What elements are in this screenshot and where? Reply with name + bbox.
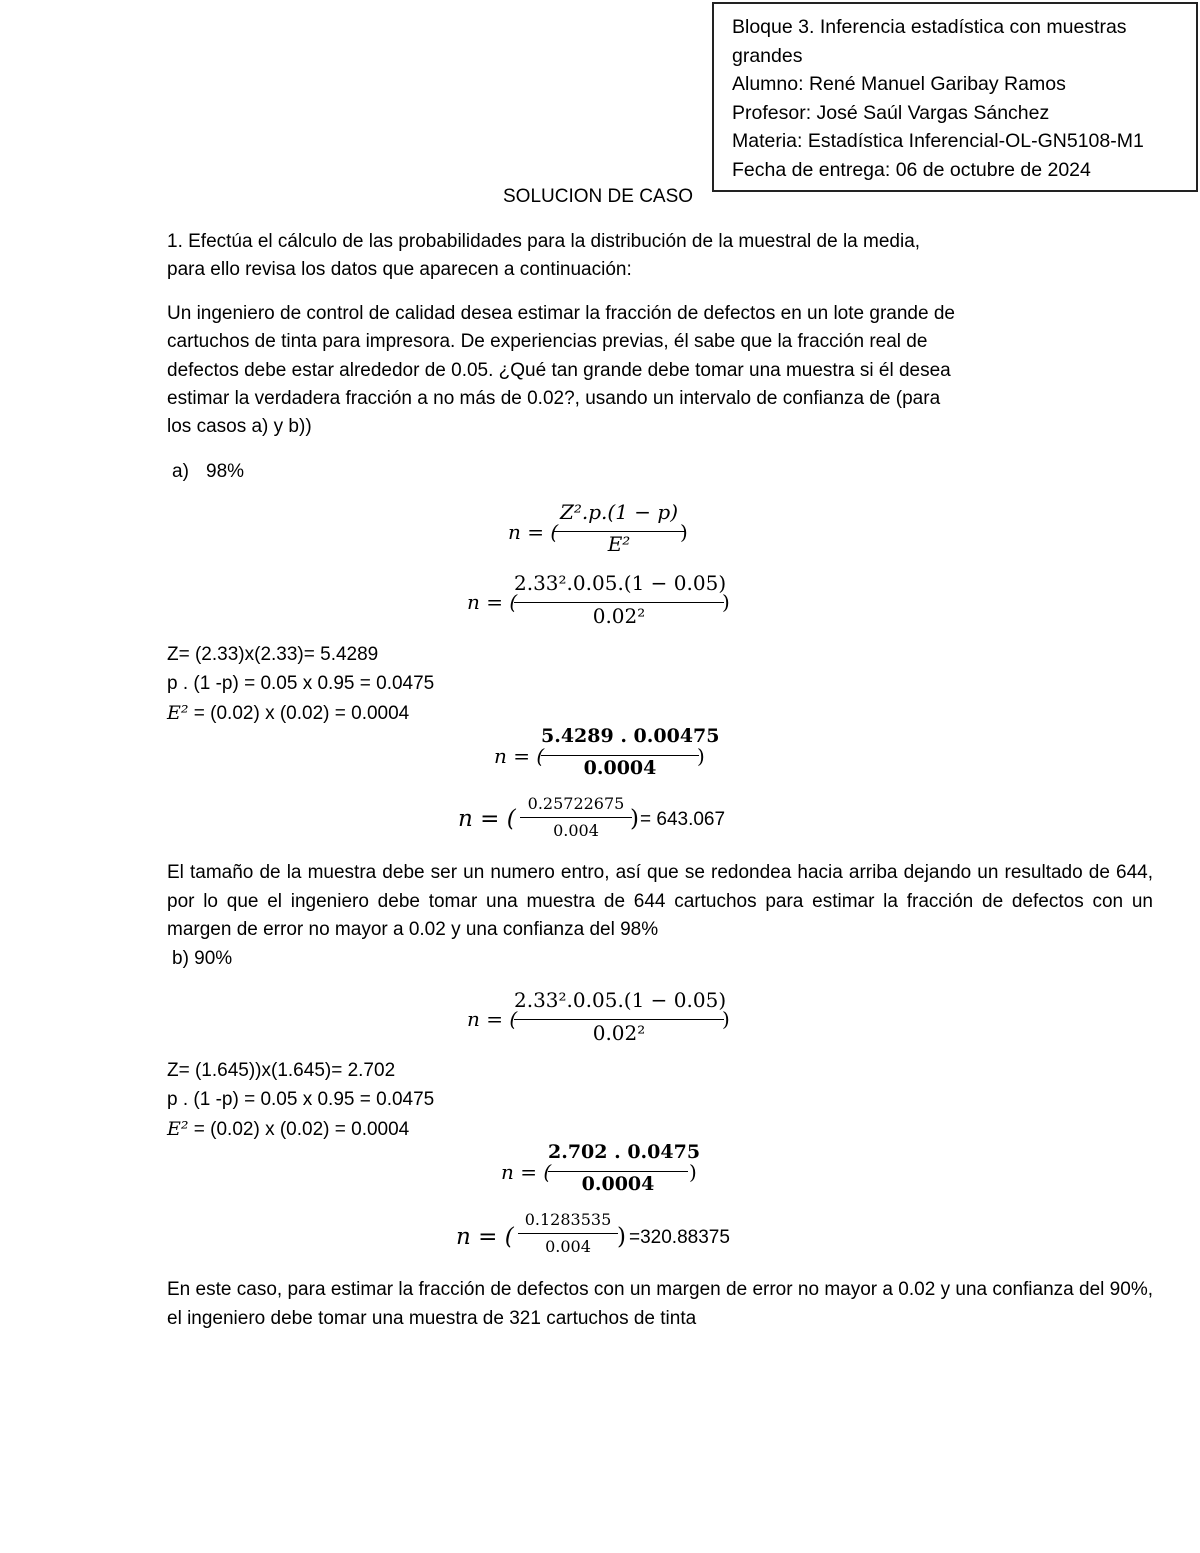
header-block-title: Bloque 3. Inferencia estadística con muestras xyxy=(732,16,1127,38)
step2-b-rhs: ) xyxy=(617,1224,626,1250)
part-b-label: b) 90% xyxy=(172,948,233,969)
problem-line-1: Un ingeniero de control de calidad desea estimar la fracción de defectos en un lote grande de xyxy=(167,303,955,324)
step1-b-denominator: 0.0004 xyxy=(581,1173,655,1195)
fraction-bar xyxy=(520,817,632,818)
subst-a-lhs: n = ( xyxy=(467,590,518,614)
part-a-confidence: 98% xyxy=(206,461,245,482)
question-line-1: 1. Efectúa el cálculo de las probabilidades para la distribución de la muestral de la media, xyxy=(167,231,921,252)
problem-line-4: estimar la verdadera fracción a no más de 0.02?, usando un intervalo de confianza de (para xyxy=(167,388,941,409)
header-info-box xyxy=(712,2,1198,192)
fraction-bar xyxy=(514,602,724,603)
problem-line-5: los casos a) y b)) xyxy=(167,416,312,437)
step1-a-lhs: n = ( xyxy=(494,744,545,768)
subst-b-lhs: n = ( xyxy=(467,1007,518,1031)
step2-b-result: =320.88375 xyxy=(629,1227,730,1248)
step1-b-numerator: 2.702 . 0.0475 xyxy=(548,1141,701,1163)
subst-a-rhs: ) xyxy=(722,590,730,614)
formula-a-lhs xyxy=(508,520,558,544)
header-block-title-cont: grandes xyxy=(732,44,803,67)
step2-a-lhs: n = ( xyxy=(458,806,516,832)
calc-b-e-text: = (0.02) x (0.02) = 0.0004 xyxy=(188,1119,410,1140)
calc-b-e-var: E² xyxy=(167,1118,189,1140)
formula-denominator: E² xyxy=(607,532,631,556)
subst-b-rhs: ) xyxy=(722,1007,730,1031)
step2-a-denominator: 0.004 xyxy=(553,821,599,840)
page-title: SOLUCION DE CASO xyxy=(503,186,694,207)
problem-line-2: cartuchos de tinta para impresora. De experiencias previas, él sabe que la fracción real de xyxy=(167,331,928,352)
part-a-label: a) xyxy=(172,461,189,482)
header-subject: Materia: Estadística Inferencial-OL-GN5108-M1 xyxy=(732,130,1144,153)
step2-a-numerator: 0.25722675 xyxy=(527,794,625,813)
fraction-bar xyxy=(548,1171,688,1172)
step1-a-denominator: 0.0004 xyxy=(583,757,657,779)
conclusion-a: El tamaño de la muestra debe ser un numero entro, así que se redondea hacia arriba dejando un resultado de 644, por lo que el ingeniero debe tomar una muestra de 644 cartuchos para estimar la fracción de defectos con un margen de error no mayor a 0.02 y una confianza del 98% xyxy=(167,862,1153,940)
subst-b-denominator: 0.02² xyxy=(592,1021,646,1045)
calc-b-p: p . (1 -p) = 0.05 x 0.95 = 0.0475 xyxy=(167,1089,435,1110)
header-student: Alumno: René Manuel Garibay Ramos xyxy=(732,73,1066,96)
subst-a-fraction xyxy=(514,571,727,631)
step2-a-fraction xyxy=(520,794,632,844)
step1-b-lhs: n = ( xyxy=(501,1160,552,1184)
subst-b-fraction xyxy=(514,988,727,1048)
formula-a-fraction xyxy=(553,500,685,560)
header-teacher: Profesor: José Saúl Vargas Sánchez xyxy=(732,101,1050,124)
header-date: Fecha de entrega: 06 de octubre de 2024 xyxy=(732,158,1091,181)
calc-a-e-text: = (0.02) x (0.02) = 0.0004 xyxy=(188,703,410,724)
subst-b-numerator: 2.33².0.05.(1 − 0.05) xyxy=(514,988,727,1012)
step1-b-fraction xyxy=(548,1141,701,1201)
calc-a-p: p . (1 -p) = 0.05 x 0.95 = 0.0475 xyxy=(167,673,435,694)
step2-b-fraction xyxy=(518,1210,618,1260)
step2-b-lhs: n = ( xyxy=(456,1224,514,1250)
step2-a-rhs: ) xyxy=(630,806,639,832)
subst-a-numerator: 2.33².0.05.(1 − 0.05) xyxy=(514,571,727,595)
formula-numerator: Z².p.(1 − p) xyxy=(559,500,679,524)
conclusion-b: En este caso, para estimar la fracción de defectos con un margen de error no mayor a 0.02 y una confianza del 90%, el ingeniero debe tomar una muestra de 321 cartuchos de tinta xyxy=(167,1279,1153,1329)
calc-a-e xyxy=(167,699,409,728)
step1-a-fraction xyxy=(541,725,720,785)
calc-a-z: Z= (2.33)x(2.33)= 5.4289 xyxy=(167,644,379,665)
subst-a-denominator: 0.02² xyxy=(592,604,646,628)
question-line-2: para ello revisa los datos que aparecen a continuación: xyxy=(167,259,632,280)
calc-b-e xyxy=(167,1115,409,1144)
problem-line-3: defectos debe estar alrededor de 0.05. ¿Qué tan grande debe tomar una muestra si él desea xyxy=(167,360,951,381)
step2-b-denominator: 0.004 xyxy=(545,1237,591,1256)
step2-b-numerator: 0.1283535 xyxy=(524,1210,612,1229)
formula-a-rhs: ) xyxy=(680,520,688,544)
step1-a-numerator: 5.4289 . 0.00475 xyxy=(541,725,720,747)
step1-b-rhs: ) xyxy=(689,1160,697,1184)
fraction-bar xyxy=(514,1019,724,1020)
fraction-bar xyxy=(541,755,699,756)
step2-a-result: = 643.067 xyxy=(640,809,726,830)
calc-a-e-var: E² xyxy=(167,702,189,724)
calc-b-z: Z= (1.645))x(1.645)= 2.702 xyxy=(167,1060,396,1081)
formula-lhs-text: n = ( xyxy=(508,520,559,544)
step1-a-rhs: ) xyxy=(697,744,705,768)
fraction-bar xyxy=(518,1233,618,1234)
